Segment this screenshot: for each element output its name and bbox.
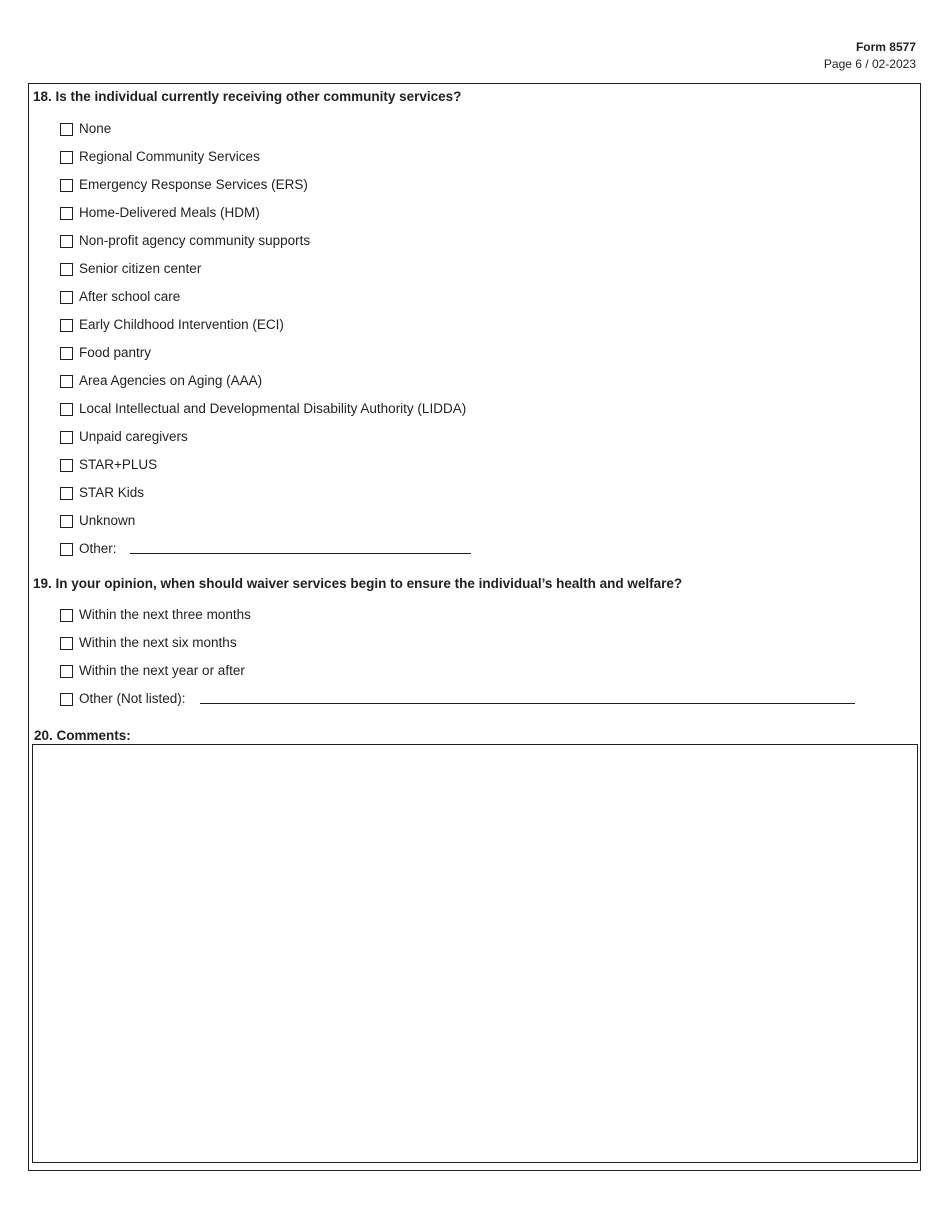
- option-label: Local Intellectual and Developmental Disability Authority (LIDDA): [79, 400, 467, 416]
- option-six-months: [60, 628, 251, 656]
- option-label: Within the next three months: [79, 606, 251, 622]
- checkbox-none[interactable]: [60, 123, 73, 136]
- question-19-label: 19. In your opinion, when should waiver services begin to ensure the individual’s health and welfare?: [33, 576, 683, 591]
- checkbox-aaa[interactable]: [60, 375, 73, 388]
- checkbox-non-profit-supports[interactable]: [60, 235, 73, 248]
- checkbox-unpaid-caregivers[interactable]: [60, 431, 73, 444]
- option-unknown: [60, 506, 466, 534]
- option-food-pantry: [60, 338, 466, 366]
- option-after-school-care: [60, 282, 466, 310]
- comments-label: 20. Comments:: [34, 728, 131, 743]
- checkbox-after-school-care[interactable]: [60, 291, 73, 304]
- checkbox-next-year[interactable]: [60, 665, 73, 678]
- question-18-options: [60, 114, 466, 562]
- checkbox-senior-citizen-center[interactable]: [60, 263, 73, 276]
- option-label: Regional Community Services: [79, 148, 260, 164]
- option-label: Area Agencies on Aging (AAA): [79, 372, 263, 388]
- option-label: After school care: [79, 288, 181, 304]
- option-label: Other:: [79, 540, 117, 556]
- checkbox-three-months[interactable]: [60, 609, 73, 622]
- option-label: Unpaid caregivers: [79, 428, 188, 444]
- checkbox-other-not-listed[interactable]: [60, 693, 73, 706]
- checkbox-six-months[interactable]: [60, 637, 73, 650]
- form-number: Form 8577: [855, 40, 916, 54]
- option-label: STAR Kids: [79, 484, 145, 500]
- checkbox-other[interactable]: [60, 543, 73, 556]
- option-lidda: [60, 394, 466, 422]
- option-star-plus: [60, 450, 466, 478]
- option-ers: [60, 170, 466, 198]
- page-info: Page 6 / 02-2023: [823, 57, 916, 71]
- option-label: STAR+PLUS: [79, 456, 158, 472]
- option-label: None: [79, 120, 112, 136]
- checkbox-hdm[interactable]: [60, 207, 73, 220]
- option-label: Early Childhood Intervention (ECI): [79, 316, 284, 332]
- checkbox-star-kids[interactable]: [60, 487, 73, 500]
- checkbox-food-pantry[interactable]: [60, 347, 73, 360]
- form-header: [824, 39, 916, 73]
- option-label: Within the next year or after: [79, 662, 245, 678]
- question-18-label: 18. Is the individual currently receiving other community services?: [33, 89, 462, 104]
- option-label: Home-Delivered Meals (HDM): [79, 204, 260, 220]
- checkbox-star-plus[interactable]: [60, 459, 73, 472]
- option-other-not-listed: [60, 684, 251, 712]
- checkbox-eci[interactable]: [60, 319, 73, 332]
- option-hdm: [60, 198, 466, 226]
- checkbox-unknown[interactable]: [60, 515, 73, 528]
- option-unpaid-caregivers: [60, 422, 466, 450]
- option-label: Emergency Response Services (ERS): [79, 176, 308, 192]
- option-other: [60, 534, 466, 562]
- option-label: Within the next six months: [79, 634, 237, 650]
- option-three-months: [60, 600, 251, 628]
- option-label: Other (Not listed):: [79, 690, 186, 706]
- option-non-profit-supports: [60, 226, 466, 254]
- checkbox-ers[interactable]: [60, 179, 73, 192]
- option-star-kids: [60, 478, 466, 506]
- checkbox-lidda[interactable]: [60, 403, 73, 416]
- option-regional-community-services: [60, 142, 466, 170]
- option-label: Unknown: [79, 512, 136, 528]
- option-label: Non-profit agency community supports: [79, 232, 311, 248]
- other-timing-input[interactable]: [200, 684, 855, 704]
- form-section-border: [28, 83, 921, 1171]
- checkbox-regional-community-services[interactable]: [60, 151, 73, 164]
- option-none: [60, 114, 466, 142]
- option-aaa: [60, 366, 466, 394]
- option-eci: [60, 310, 466, 338]
- question-19-options: [60, 600, 251, 712]
- other-services-input[interactable]: [130, 534, 471, 554]
- option-label: Senior citizen center: [79, 260, 202, 276]
- option-next-year: [60, 656, 251, 684]
- comments-textarea[interactable]: [32, 744, 918, 1163]
- option-senior-citizen-center: [60, 254, 466, 282]
- option-label: Food pantry: [79, 344, 152, 360]
